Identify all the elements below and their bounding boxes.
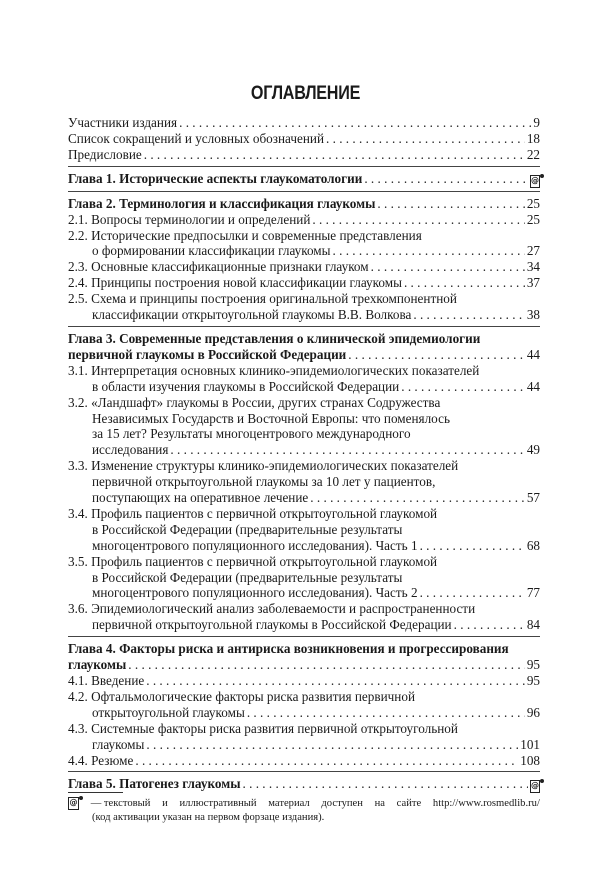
entry-text-line: глаукомы [68,657,127,673]
toc-chapter-entry[interactable] [68,196,540,212]
page-number: 22 [526,146,540,162]
footnote-divider [68,792,123,793]
dot-leader [128,657,525,673]
toc-entry[interactable] [68,291,540,323]
entry-last-line [68,585,540,601]
page-number: 108 [520,752,540,768]
page-number: 77 [526,585,540,601]
entry-last-line [68,753,540,769]
entry-last-line [68,212,540,228]
entry-last-line [68,379,540,395]
entry-text-line: 3.4. Профиль пациентов с первичной открытоугольной глаукомой [68,505,438,521]
entry-text-line: 3.1. Интерпретация основных клинико-эпидемиологических показателей [68,362,480,378]
toc-entry[interactable] [68,212,540,228]
entry-text-line: исследования [92,442,169,458]
toc-entry[interactable] [68,458,540,506]
entry-last-line [68,147,540,163]
dot-leader [247,705,525,721]
toc-entry[interactable] [68,115,540,131]
dot-leader [401,379,525,395]
page-number: 18 [526,130,540,146]
entry-text-line: 4.2. Офтальмологические факторы риска развития первичной [68,688,416,704]
entry-last-line [68,275,540,291]
entry-text-line: в Российской Федерации (предварительные результаты [92,569,403,585]
entry-last-line [68,673,540,689]
entry-text-line: Независимых Государств и Восточной Европы: что поменялось [92,410,450,426]
entry-text-line: глаукомы [92,736,145,752]
toc-entry[interactable] [68,721,540,753]
online-material-icon: @ [530,780,540,793]
toc-section [68,636,540,771]
footnote-word: иллюстративный [179,798,257,809]
dot-leader [413,307,524,323]
entry-text-line: о формировании классификации глаукомы [92,243,331,259]
dot-leader [364,171,528,187]
entry-text-line: 2.4. Принципы построения новой классификации глаукомы [68,275,402,291]
entry-last-line [68,171,540,188]
footnote-line-2: (код активации указан на первом форзаце издания). [92,812,325,823]
toc-chapter-entry[interactable] [68,776,540,793]
entry-last-line [68,307,540,323]
entry-last-line [68,196,540,212]
entry-text-line: 2.1. Вопросы терминологии и определений [68,211,311,227]
entry-last-line [68,657,540,673]
page-number: 84 [526,617,540,633]
entry-last-line [68,737,540,753]
page-number: 96 [526,704,540,720]
page-number: 27 [526,243,540,259]
toc-section [68,114,540,166]
page-number: 9 [533,115,540,130]
dot-leader [454,617,525,633]
footnote-word: материал [268,798,310,809]
toc-entry[interactable] [68,689,540,721]
toc-entry[interactable] [68,228,540,260]
page-number: 25 [526,195,540,211]
entry-last-line [68,243,540,259]
footnote-word: и [162,798,168,809]
entry-last-line [68,115,540,131]
footnote-word: http://www.rosmedlib.ru/ [432,798,540,809]
dot-leader [420,538,525,554]
dot-leader [310,490,525,506]
page-number: 68 [526,537,540,553]
page-number: 25 [526,211,540,227]
entry-text-line: 3.3. Изменение структуры клинико-эпидемиологических показателей [68,458,459,474]
page-title: ОГЛАВЛЕНИЕ [250,83,361,104]
toc-entry[interactable] [68,395,540,459]
entry-text-line: 2.2. Исторические предпосылки и современные представления [68,227,422,243]
toc-entry[interactable] [68,147,540,163]
entry-text-line: 3.2. «Ландшафт» глаукомы в России, других странах Содружества [68,394,441,410]
entry-text-line: Глава 4. Факторы риска и антириска возникновения и прогрессирования [68,641,509,657]
dot-leader [371,259,525,275]
entry-text-line: за 15 лет? Результаты многоцентрового международного [92,426,411,442]
toc-entry[interactable] [68,275,540,291]
entry-last-line [68,538,540,554]
footnote-word: на [374,798,385,809]
footnote [68,797,540,825]
online-material-icon: @ [530,175,540,188]
footnote-word: — текстовый [90,798,151,809]
toc-entry[interactable] [68,363,540,395]
page-number: 57 [526,490,540,506]
entry-text-line: 3.5. Профиль пациентов с первичной открытоугольной глаукомой [68,553,438,569]
entry-text-line: классификации открытоугольной глаукомы В.В. Волкова [92,307,412,323]
toc-section [68,326,540,636]
dot-leader [135,753,518,769]
toc-entry[interactable] [68,506,540,554]
toc-chapter-entry[interactable] [68,641,540,673]
dot-leader [144,147,525,163]
toc-entry[interactable] [68,601,540,633]
toc-entry[interactable] [68,131,540,147]
dot-leader [179,115,531,131]
entry-last-line [68,705,540,721]
page-number: 49 [526,442,540,458]
entry-text-line: 4.1. Введение [68,673,145,688]
toc-chapter-entry[interactable] [68,171,540,188]
dot-leader [420,585,525,601]
entry-text-line: 4.3. Системные факторы риска развития первичной открытоугольной [68,720,458,736]
toc-entry[interactable] [68,259,540,275]
entry-text-line: первичной глаукомы в Российской Федерации [68,346,347,362]
page-number: 44 [526,346,540,362]
footnote-word: доступен [321,798,363,809]
entry-text-line: Список сокращений и условных обозначений [68,130,324,146]
dot-leader [312,212,524,228]
dot-leader [404,275,525,291]
toc-section [68,166,540,191]
entry-text-line: в Российской Федерации (предварительные результаты [92,521,403,537]
entry-text-line: Глава 5. Патогенез глаукомы [68,776,241,792]
page-number: 38 [526,307,540,323]
entry-last-line [68,259,540,275]
entry-last-line [68,776,540,793]
entry-text-line: открытоугольной глаукомы [92,704,245,720]
dot-leader [146,737,518,753]
entry-text-line: первичной открытоугольной глаукомы в Российской Федерации [92,617,452,633]
toc-entry[interactable] [68,753,540,769]
entry-last-line [68,617,540,633]
toc-section [68,771,540,796]
entry-last-line [68,442,540,458]
entry-text-line: многоцентрового популяционного исследования). Часть 1 [92,537,418,553]
entry-text-line: первичной открытоугольной глаукомы за 10 лет у пациентов, [92,474,436,490]
entry-text-line: Участники издания [68,115,178,130]
dot-leader [333,243,525,259]
dot-leader [326,131,525,147]
page-number: 95 [526,657,540,673]
toc-entry[interactable] [68,554,540,602]
entry-text-line: 2.5. Схема и принципы построения оригинальной трехкомпонентной [68,291,457,307]
entry-text-line: многоцентрового популяционного исследования). Часть 2 [92,585,418,601]
entry-text-line: Глава 1. Исторические аспекты глаукоматологии [68,170,363,186]
dot-leader [243,776,529,792]
toc-section [68,191,540,326]
toc-chapter-entry[interactable] [68,331,540,363]
page-number: 44 [526,378,540,394]
online-material-icon: @ [68,797,79,810]
page-number: 101 [520,736,540,752]
page-number: 37 [526,275,540,291]
entry-text-line: Глава 2. Терминология и классификация глаукомы [68,195,376,211]
entry-last-line [68,490,540,506]
dot-leader [377,196,524,212]
entry-text-line: поступающих на оперативное лечение [92,490,309,506]
entry-text-line: Предисловие [68,146,142,162]
table-of-contents [68,114,540,796]
dot-leader [146,673,525,689]
entry-text-line: Глава 3. Современные представления о клинической эпидемиологии [68,330,481,346]
dot-leader [170,442,524,458]
page-number: 34 [526,259,540,275]
entry-text-line: 3.6. Эпидемиологический анализ заболеваемости и распространенности [68,601,476,617]
dot-leader [348,347,525,363]
entry-text-line: 2.3. Основные классификационные признаки глауком [68,259,369,275]
entry-last-line [68,347,540,363]
entry-last-line [68,131,540,147]
toc-entry[interactable] [68,673,540,689]
footnote-word: сайте [396,798,422,809]
page-number: 95 [526,673,540,688]
entry-text-line: в области изучения глаукомы в Российской Федерации [92,378,400,394]
entry-text-line: 4.4. Резюме [68,752,134,768]
